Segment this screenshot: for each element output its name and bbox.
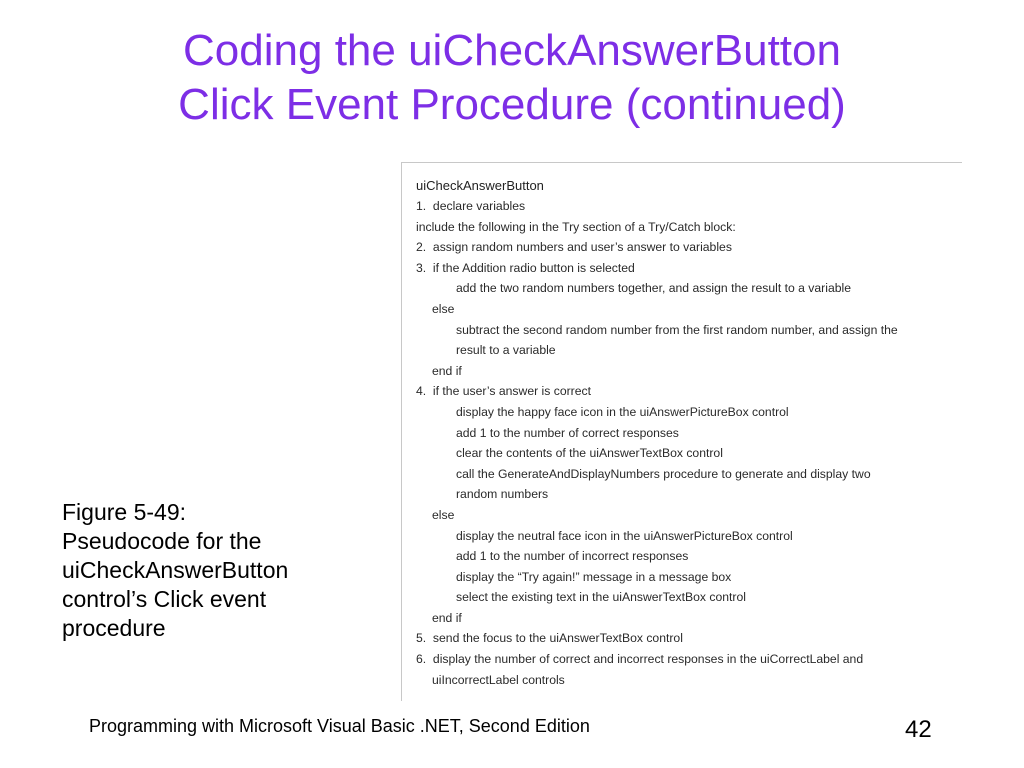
pseudocode-line: 1. declare variables xyxy=(416,199,526,213)
pseudocode-line: display the neutral face icon in the uiAnswerPictureBox control xyxy=(456,528,793,543)
slide-title xyxy=(0,24,1024,132)
caption-line-4: control’s Click event xyxy=(62,586,267,612)
pseudocode-line: include the following in the Try section of a Try/Catch block: xyxy=(416,219,736,234)
page-number: 42 xyxy=(905,716,932,743)
pseudocode-lines xyxy=(416,196,956,690)
pseudocode-figure xyxy=(401,162,962,701)
pseudocode-line: random numbers xyxy=(456,487,549,502)
caption-line-5: procedure xyxy=(62,615,166,641)
pseudocode-line: result to a variable xyxy=(456,343,556,358)
title-line-2: Click Event Procedure (continued) xyxy=(178,80,846,129)
pseudocode-line: 3. if the Addition radio button is selected xyxy=(416,260,635,275)
pseudocode-line: 2. assign random numbers and user’s answer to variables xyxy=(416,240,732,255)
caption-line-3: uiCheckAnswerButton xyxy=(62,557,289,583)
pseudocode-line: clear the contents of the uiAnswerTextBox control xyxy=(456,446,723,461)
pseudocode-line: end if xyxy=(432,610,462,625)
pseudocode-line: add 1 to the number of correct responses xyxy=(456,425,679,440)
pseudocode-line: uiIncorrectLabel controls xyxy=(432,672,565,687)
pseudocode-line: display the happy face icon in the uiAnswerPictureBox control xyxy=(456,404,789,419)
pseudocode-line: else xyxy=(432,301,455,316)
footer-book-title: Programming with Microsoft Visual Basic .NET, Second Edition xyxy=(89,716,590,736)
title-line-1: Coding the uiCheckAnswerButton xyxy=(183,26,841,75)
pseudocode-line: display the “Try again!” message in a message box xyxy=(456,569,732,584)
pseudocode-line: end if xyxy=(432,363,462,378)
pseudocode-line: 6. display the number of correct and incorrect responses in the uiCorrectLabel and xyxy=(416,652,864,667)
caption-line-2: Pseudocode for the xyxy=(62,528,262,554)
pseudocode-line: 4. if the user’s answer is correct xyxy=(416,384,591,399)
pseudocode-line: 5. send the focus to the uiAnswerTextBox control xyxy=(416,631,683,646)
figure-heading: uiCheckAnswerButton xyxy=(416,178,544,193)
figure-caption xyxy=(62,498,382,643)
pseudocode-line: add 1 to the number of incorrect responses xyxy=(456,549,689,564)
pseudocode-line: subtract the second random number from the first random number, and assign the xyxy=(456,322,898,337)
pseudocode-line: select the existing text in the uiAnswerTextBox control xyxy=(456,590,746,605)
pseudocode-line: add the two random numbers together, and assign the result to a variable xyxy=(456,281,851,296)
caption-line-1: Figure 5-49: xyxy=(62,499,187,525)
pseudocode-line: else xyxy=(432,507,455,522)
pseudocode-line: call the GenerateAndDisplayNumbers procedure to generate and display two xyxy=(456,466,871,481)
